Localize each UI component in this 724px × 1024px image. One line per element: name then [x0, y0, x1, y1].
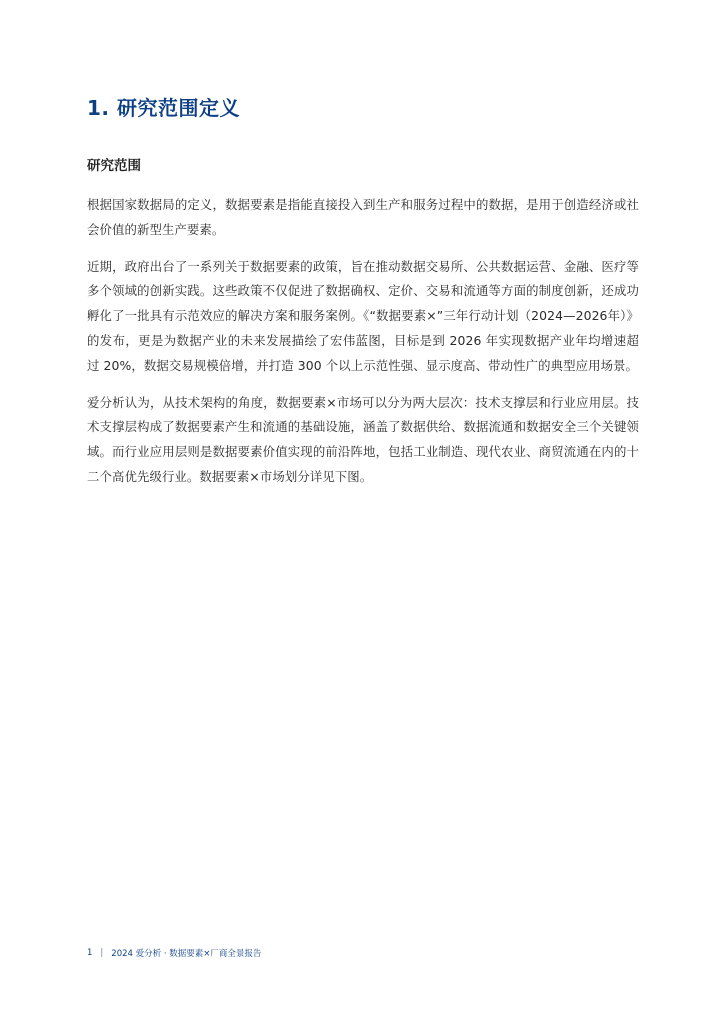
- footer-report-title: 2024 爱分析 · 数据要素×厂商全景报告: [111, 949, 262, 959]
- footer-separator: |: [100, 948, 104, 958]
- page-footer: [87, 947, 261, 959]
- subsection-title: 研究范围: [87, 158, 141, 174]
- paragraph-definition: 根据国家数据局的定义，数据要素是指能直接投入到生产和服务过程中的数据，是用于创造经济或社会价值的新型生产要素。: [87, 197, 639, 237]
- page-number: 1: [87, 948, 93, 958]
- paragraph-policy: 近期，政府出台了一系列关于数据要素的政策，旨在推动数据交易所、公共数据运营、金融、医疗等多个领域的创新实践。这些政策不仅促进了数据确权、定价、交易和流通等方面的制度创新，还成功孵化了一批具有示范效应的解决方案和服务案例。《“数据要素×”三年行动计划（2024—2026年）》的发布，更是为数据产业的未来发展描绘了宏伟蓝图，目标是到 2026 年实现数据产业年均增速超过 20%，数据交易规模倍增，并打造 300 个以上示范性强、显示度高、带动性广的典型应用场景。: [87, 258, 639, 373]
- section-title: 1. 研究范围定义: [87, 96, 240, 120]
- body-text: [87, 193, 639, 502]
- paragraph-market-structure: 爱分析认为，从技术架构的角度，数据要素×市场可以分为两大层次：技术支撑层和行业应用层。技术支撑层构成了数据要素产生和流通的基础设施，涵盖了数据供给、数据流通和数据安全三个关键领域。而行业应用层则是数据要素价值实现的前沿阵地，包括工业制造、现代农业、商贸流通在内的十二个高优先级行业。数据要素×市场划分详见下图。: [87, 394, 639, 484]
